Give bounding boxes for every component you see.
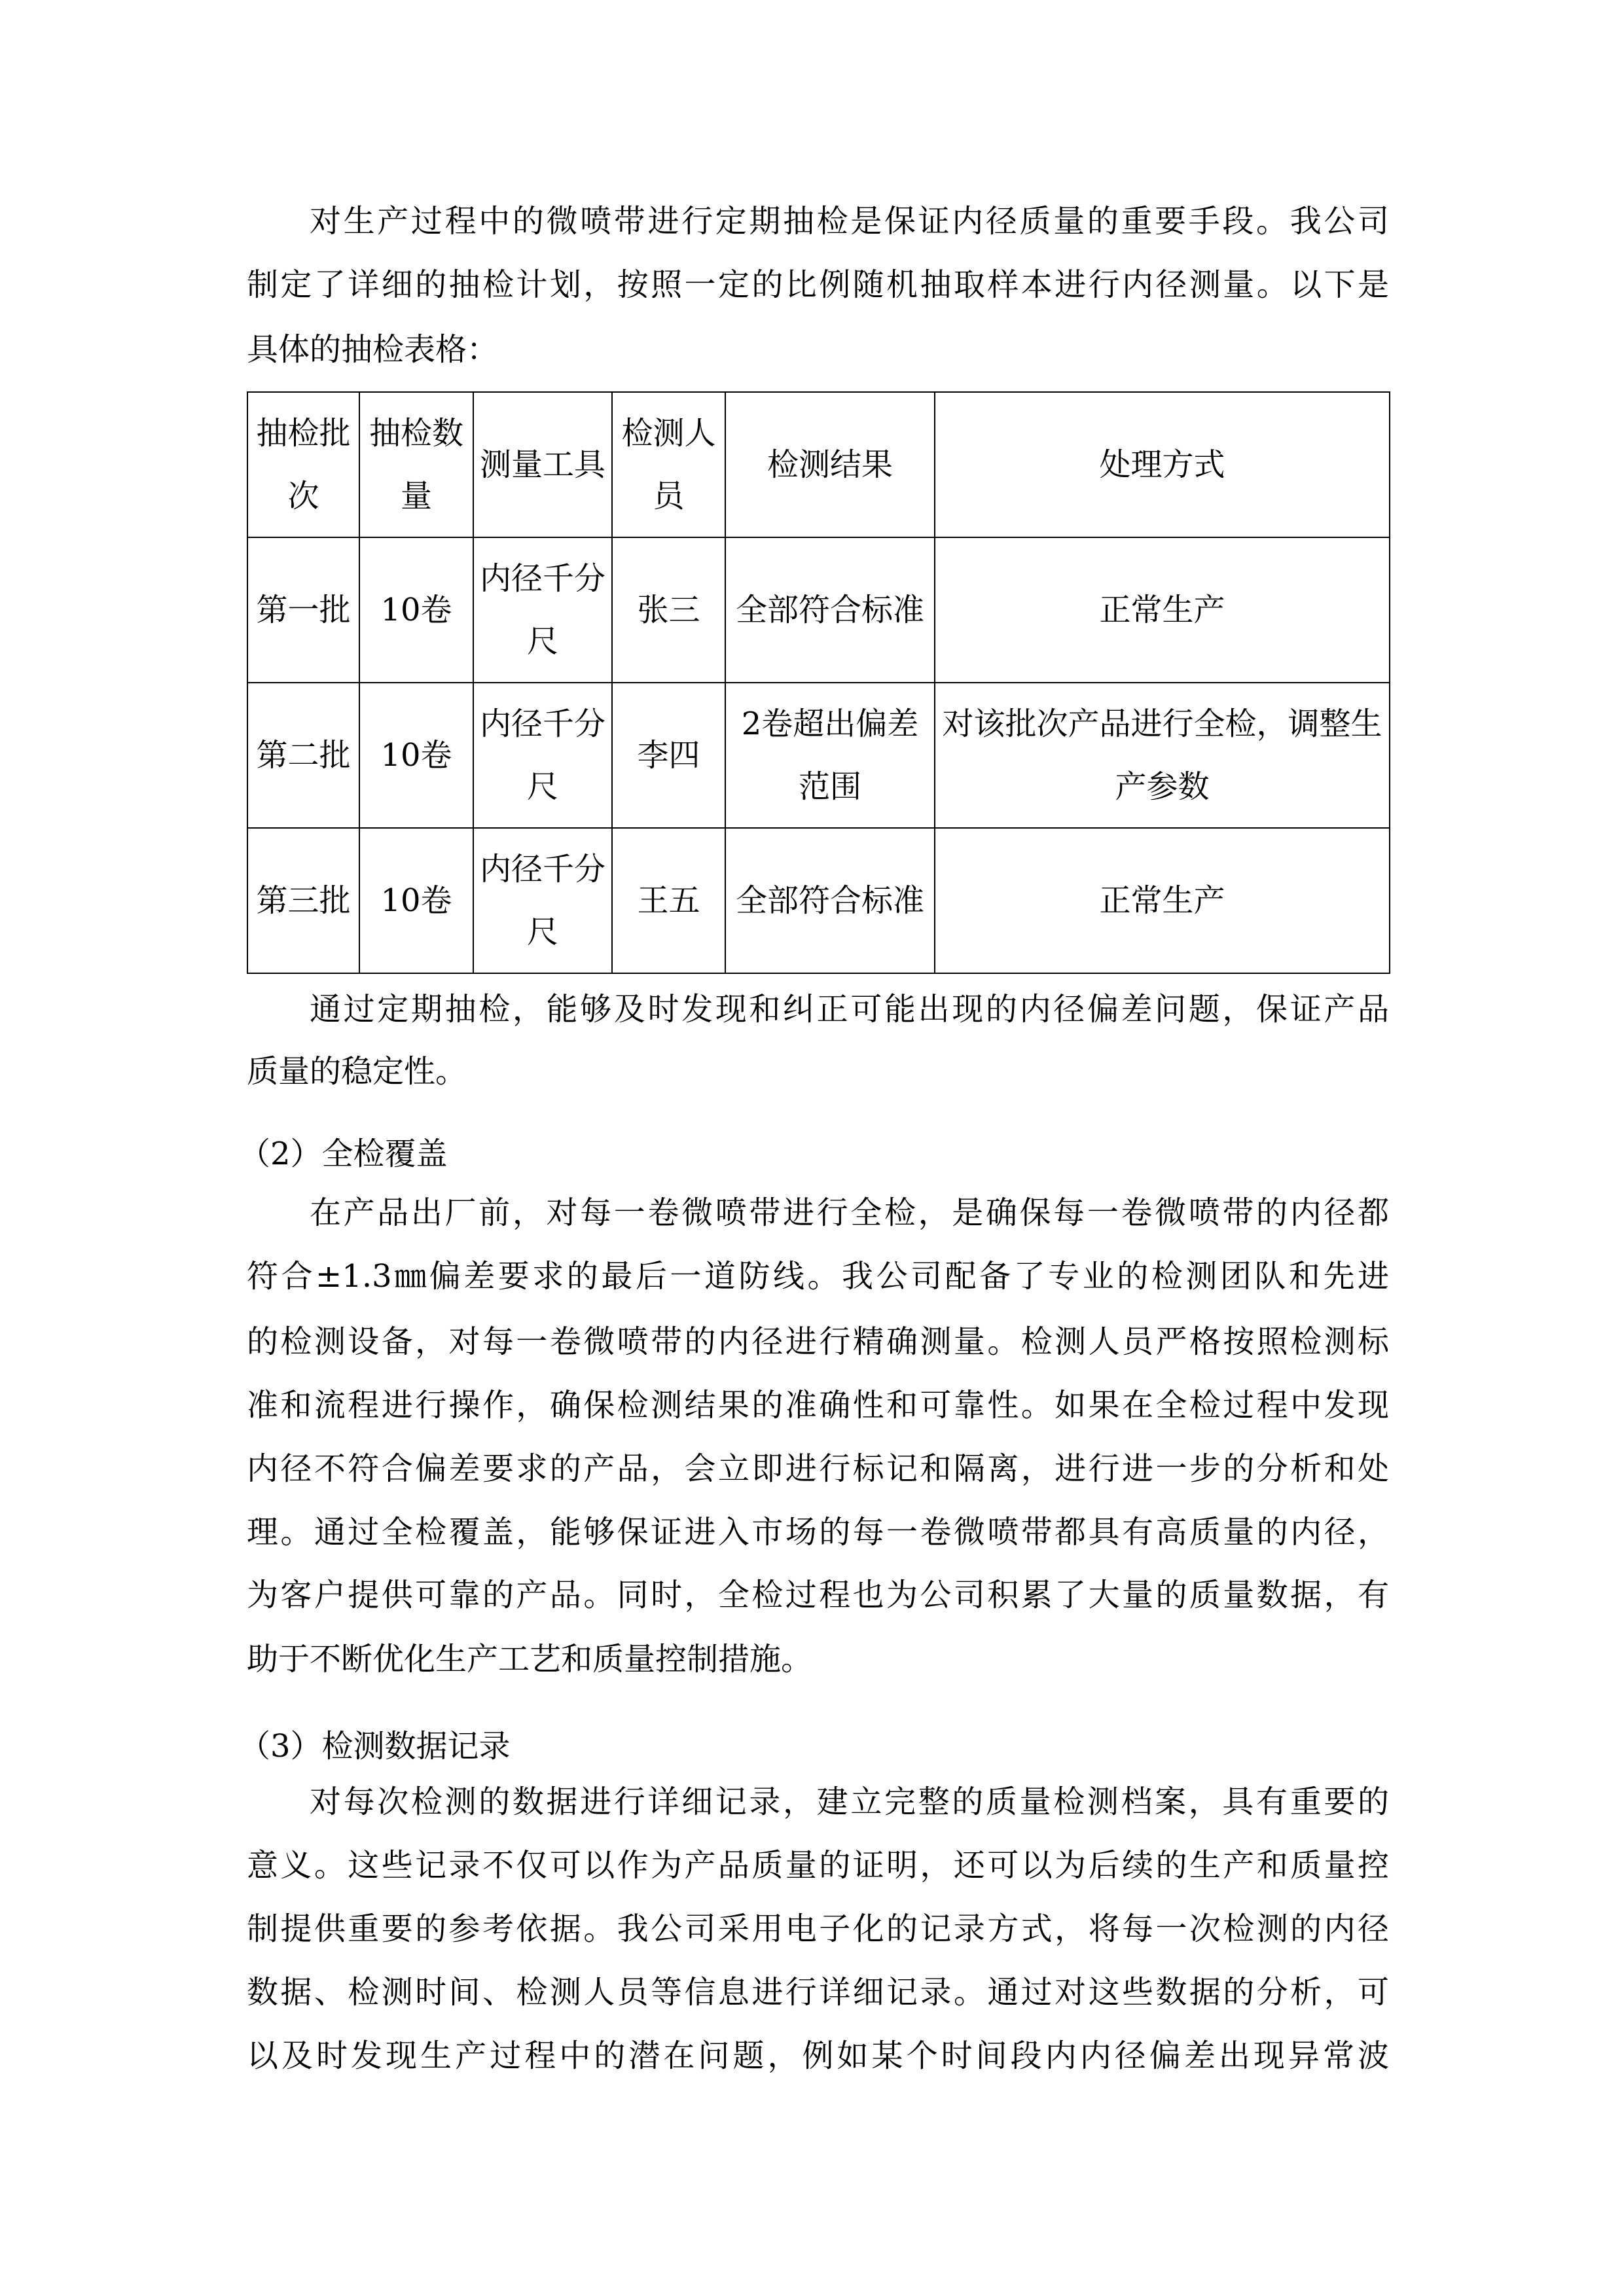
table-cell: 2卷超出偏差范围: [725, 683, 935, 828]
section3-line: 数据、检测时间、检测人员等信息进行详细记录。通过对这些数据的分析，可: [247, 1974, 1389, 2011]
table-cell: 正常生产: [935, 828, 1390, 973]
table-cell: 张三: [612, 537, 725, 683]
table-cell: 全部符合标准: [725, 828, 935, 973]
table-cell: 10卷: [359, 683, 473, 828]
table-cell: 10卷: [359, 537, 473, 683]
table-cell: 李四: [612, 683, 725, 828]
section2-line: 内径不符合偏差要求的产品，会立即进行标记和隔离，进行进一步的分析和处: [247, 1450, 1389, 1487]
table-cell: 内径千分尺: [473, 828, 612, 973]
section2-line: 符合±1.3㎜偏差要求的最后一道防线。我公司配备了专业的检测团队和先进: [247, 1258, 1389, 1295]
table-cell: 对该批次产品进行全检，调整生产参数: [935, 683, 1390, 828]
table-cell: 内径千分尺: [473, 683, 612, 828]
inspection-table: [247, 391, 1390, 974]
section3-line: 对每次检测的数据进行详细记录，建立完整的质量检测档案，具有重要的: [310, 1784, 1389, 1820]
table-row: [247, 683, 1390, 828]
summary-line: 质量的稳定性。: [247, 1053, 467, 1090]
section2-line: 在产品出厂前，对每一卷微喷带进行全检，是确保每一卷微喷带的内径都: [310, 1194, 1389, 1231]
header-cell: 抽检数量: [359, 392, 473, 537]
header-cell: 检测结果: [725, 392, 935, 537]
table-header-row: [247, 392, 1390, 537]
header-cell: 抽检批次: [247, 392, 359, 537]
section3-line: 以及时发现生产过程中的潜在问题，例如某个时间段内内径偏差出现异常波: [247, 2037, 1389, 2074]
summary-line: 通过定期抽检，能够及时发现和纠正可能出现的内径偏差问题，保证产品: [310, 991, 1389, 1028]
intro-line: 具体的抽检表格：: [247, 331, 499, 368]
table-row: [247, 537, 1390, 683]
header-cell: 处理方式: [935, 392, 1390, 537]
table-cell: 第一批: [247, 537, 359, 683]
table-cell: 10卷: [359, 828, 473, 973]
table-cell: 第二批: [247, 683, 359, 828]
table-cell: 内径千分尺: [473, 537, 612, 683]
table-row: [247, 828, 1390, 973]
section-heading: （2）全检覆盖: [239, 1136, 448, 1172]
header-cell: 检测人员: [612, 392, 725, 537]
section2-line: 准和流程进行操作，确保检测结果的准确性和可靠性。如果在全检过程中发现: [247, 1387, 1389, 1424]
table-cell: 第三批: [247, 828, 359, 973]
section2-line: 的检测设备，对每一卷微喷带的内径进行精确测量。检测人员严格按照检测标: [247, 1323, 1389, 1360]
section2-line: 为客户提供可靠的产品。同时，全检过程也为公司积累了大量的质量数据，有: [247, 1577, 1389, 1613]
section2-line: 理。通过全检覆盖，能够保证进入市场的每一卷微喷带都具有高质量的内径，: [247, 1514, 1389, 1551]
section3-line: 意义。这些记录不仅可以作为产品质量的证明，还可以为后续的生产和质量控: [247, 1847, 1389, 1884]
intro-line: 制定了详细的抽检计划，按照一定的比例随机抽取样本进行内径测量。以下是: [247, 266, 1389, 303]
table-cell: 全部符合标准: [725, 537, 935, 683]
section2-line: 助于不断优化生产工艺和质量控制措施。: [247, 1641, 813, 1677]
section-heading: （3）检测数据记录: [239, 1728, 511, 1765]
intro-line: 对生产过程中的微喷带进行定期抽检是保证内径质量的重要手段。我公司: [310, 203, 1389, 240]
table-cell: 正常生产: [935, 537, 1390, 683]
header-cell: 测量工具: [473, 392, 612, 537]
section3-line: 制提供重要的参考依据。我公司采用电子化的记录方式，将每一次检测的内径: [247, 1910, 1389, 1947]
table-cell: 王五: [612, 828, 725, 973]
